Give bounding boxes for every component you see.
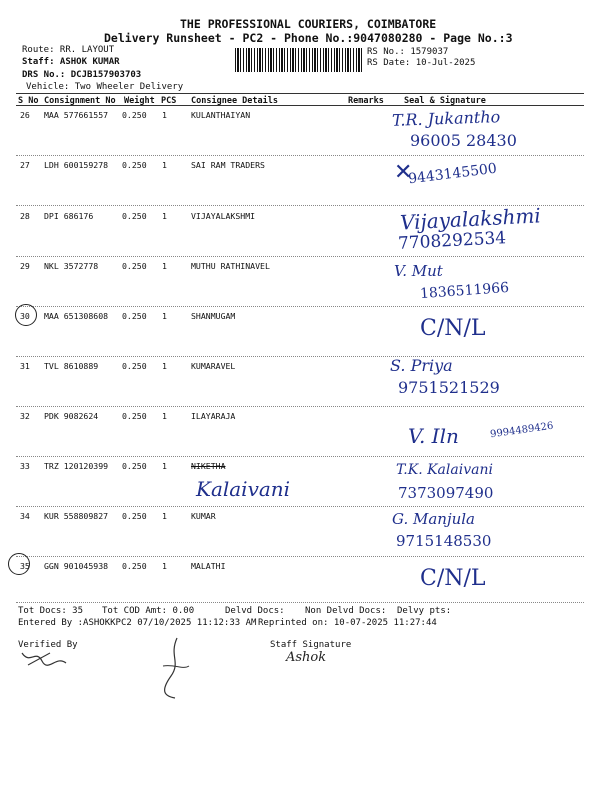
drs-number: DRS No.: DCJB157903703 (22, 70, 142, 80)
header-bottom-rule (16, 105, 584, 106)
row-consignment: LDH 600159278 (44, 160, 109, 170)
row-divider (16, 406, 584, 407)
row-sno: 33 (20, 461, 30, 471)
row-signature-phone: 7373097490 (398, 484, 494, 502)
row-receiver-name: Kalaivani (196, 477, 291, 501)
row-divider (16, 256, 584, 257)
row-sno: 32 (20, 411, 30, 421)
row-pcs: 1 (162, 361, 167, 371)
row-divider (16, 556, 584, 557)
row-weight: 0.250 (122, 311, 147, 321)
row-sno: 30 (20, 311, 30, 321)
row-sno: 29 (20, 261, 30, 271)
col-header-weight: Weight (124, 96, 155, 106)
row-signature: T.R. Jukantho (391, 107, 501, 130)
row-signature: C/N/L (420, 566, 486, 591)
signature-scribble (155, 636, 195, 702)
row-consignment: GGN 901045938 (44, 561, 109, 571)
row-weight: 0.250 (122, 261, 147, 271)
row-consignee: MUTHU RATHINAVEL (191, 261, 270, 271)
row-pcs: 1 (162, 511, 167, 521)
row-pcs: 1 (162, 411, 167, 421)
delivered-docs: Delvd Docs: (225, 606, 285, 616)
row-divider (16, 306, 584, 307)
staff-signature-label: Staff Signature (270, 640, 352, 650)
row-signature-phone: 9715148530 (396, 532, 492, 550)
col-header-pcs: PCS (161, 96, 177, 106)
row-signature: S. Priya (390, 356, 453, 375)
total-cod-amount: Tot COD Amt: 0.00 (102, 606, 195, 616)
row-signature-phone: 9751521529 (398, 378, 500, 397)
col-header-remarks: Remarks (348, 96, 384, 106)
row-consignment: TRZ 120120399 (44, 461, 109, 471)
verified-signature-scribble (20, 645, 70, 671)
row-divider (16, 456, 584, 457)
row-sno: 26 (20, 110, 30, 120)
row-consignee: SAI RAM TRADERS (191, 160, 265, 170)
staff-label: Staff: ASHOK KUMAR (22, 57, 120, 67)
row-consignment: NKL 3572778 (44, 261, 99, 271)
entered-by: Entered By :ASHOKKPC2 07/10/2025 11:12:33 AM (18, 618, 257, 628)
row-divider (16, 155, 584, 156)
row-signature: G. Manjula (392, 510, 475, 528)
route-label: Route: RR. LAYOUT (22, 45, 115, 55)
row-pcs: 1 (162, 110, 167, 120)
row-signature: ✕ (394, 160, 413, 185)
row-consignment: PDK 9082624 (44, 411, 99, 421)
row-sno: 34 (20, 511, 30, 521)
row-weight: 0.250 (122, 461, 147, 471)
row-consignee: ILAYARAJA (191, 411, 236, 421)
row-consignee: SHANMUGAM (191, 311, 236, 321)
verified-by-label: Verified By (18, 640, 78, 650)
row-sno: 28 (20, 211, 30, 221)
row-sno: 31 (20, 361, 30, 371)
rs-date: RS Date: 10-Jul-2025 (367, 58, 476, 68)
col-header-consignment: Consignment No (44, 96, 116, 106)
row-consignment: DPI 686176 (44, 211, 94, 221)
row-consignee: VIJAYALAKSHMI (191, 211, 256, 221)
row-weight: 0.250 (122, 110, 147, 120)
row-sno: 27 (20, 160, 30, 170)
row-signature-phone: 9994489426 (489, 420, 555, 441)
row-signature-phone: 96005 28430 (410, 131, 517, 150)
row-consignee: MALATHI (191, 561, 226, 571)
rs-number: RS No.: 1579037 (367, 47, 449, 57)
row-weight: 0.250 (122, 511, 147, 521)
row-consignment: MAA 577661557 (44, 110, 109, 120)
row-consignee: KUMAR (191, 511, 216, 521)
row-divider (16, 356, 584, 357)
non-delivered-docs: Non Delvd Docs: (305, 606, 387, 616)
row-sno: 35 (20, 561, 30, 571)
row-signature-phone: 7708292534 (397, 228, 507, 254)
row-divider (16, 506, 584, 507)
row-signature-phone: 9443145500 (407, 160, 498, 188)
row-pcs: 1 (162, 461, 167, 471)
row-weight: 0.250 (122, 411, 147, 421)
row-consignment: MAA 651308608 (44, 311, 109, 321)
delivery-points: Delvy pts: (397, 606, 452, 616)
row-signature: V. Iln (408, 424, 459, 448)
runsheet-subtitle: Delivery Runsheet - PC2 - Phone No.:9047080280 - Page No.:3 (104, 31, 513, 45)
header-top-rule (16, 93, 584, 94)
col-header-seal: Seal & Signature (404, 96, 486, 106)
staff-signature-mark: Ashok (286, 650, 327, 665)
row-pcs: 1 (162, 261, 167, 271)
row-signature-phone: 1836511966 (419, 279, 510, 303)
row-consignee: KUMARAVEL (191, 361, 236, 371)
row-weight: 0.250 (122, 561, 147, 571)
row-signature: Vijayalakshmi (399, 203, 542, 235)
row-weight: 0.250 (122, 211, 147, 221)
row-signature: T.K. Kalaivani (396, 462, 493, 478)
row-pcs: 1 (162, 311, 167, 321)
row-weight: 0.250 (122, 361, 147, 371)
row-consignment: KUR 558809827 (44, 511, 109, 521)
row-pcs: 1 (162, 561, 167, 571)
company-title: THE PROFESSIONAL COURIERS, COIMBATORE (180, 17, 437, 31)
row-consignment: TVL 8610889 (44, 361, 99, 371)
col-header-sno: S No (18, 96, 39, 106)
row-divider (16, 602, 584, 603)
row-signature: V. Mut (394, 262, 443, 280)
barcode-image (235, 48, 363, 72)
vehicle-label: Vehicle: Two Wheeler Delivery (26, 82, 184, 92)
row-consignee: NIKETHA (191, 461, 226, 471)
row-pcs: 1 (162, 160, 167, 170)
total-docs: Tot Docs: 35 (18, 606, 84, 616)
row-pcs: 1 (162, 211, 167, 221)
row-signature: C/N/L (420, 316, 486, 341)
row-consignee: KULANTHAIYAN (191, 110, 251, 120)
col-header-consignee: Consignee Details (191, 96, 278, 106)
row-weight: 0.250 (122, 160, 147, 170)
reprinted-on: Reprinted on: 10-07-2025 11:27:44 (258, 618, 437, 628)
